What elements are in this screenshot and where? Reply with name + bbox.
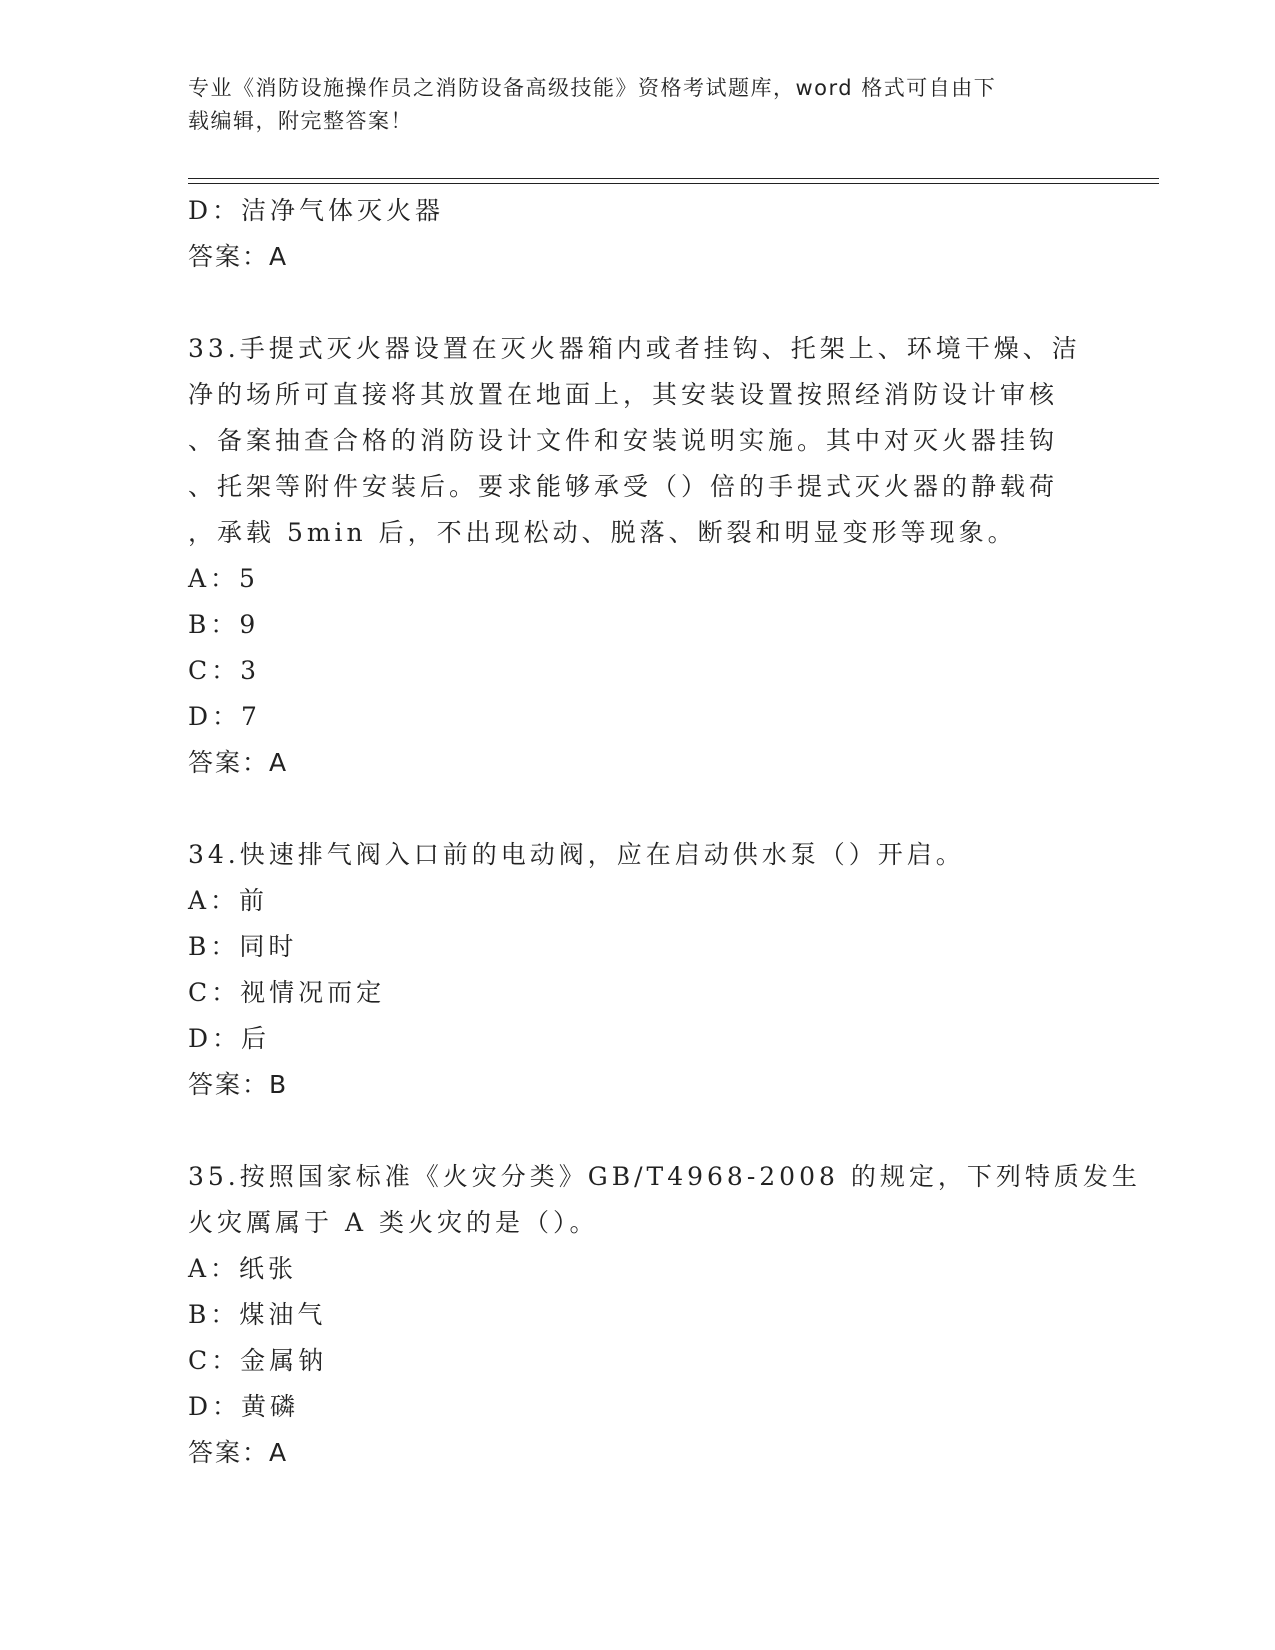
question-stem-line: ，承载 5min 后，不出现松动、脱落、断裂和明显变形等现象。: [188, 518, 1017, 547]
option-b: B：9: [188, 610, 260, 639]
question-stem-line: 火灾厲属于 A 类火灾的是（）。: [188, 1208, 599, 1237]
header-line-1: 专业《消防设施操作员之消防设备高级技能》资格考试题库，word 格式可自由下: [188, 76, 997, 100]
option-c: C：视情况而定: [188, 978, 386, 1007]
header-rule-top: [188, 178, 1159, 179]
option-a: A：纸张: [188, 1254, 298, 1283]
document-body: [188, 188, 1141, 1476]
option-c: C：金属钠: [188, 1346, 328, 1375]
spacer: [188, 1108, 1088, 1154]
option-d: D：黄磷: [188, 1392, 300, 1421]
header-rule-bottom: [188, 183, 1159, 184]
prev-answer: 答案：A: [188, 242, 289, 271]
option-d: D：7: [188, 702, 261, 731]
option-a: A：5: [188, 564, 259, 593]
question-stem-line: 、托架等附件安装后。要求能够承受（）倍的手提式灭火器的静载荷: [188, 472, 1059, 501]
option-d: D：后: [188, 1024, 271, 1053]
question-stem-line: 35.按照国家标准《火灾分类》GB/T4968-2008 的规定，下列特质发生: [188, 1162, 1141, 1191]
answer-line: 答案：B: [188, 1070, 289, 1099]
answer-line: 答案：A: [188, 748, 289, 777]
option-b: B：同时: [188, 932, 298, 961]
option-b: B：煤油气: [188, 1300, 327, 1329]
question-stem-line: 、备案抽查合格的消防设计文件和安装说明实施。其中对灭火器挂钩: [188, 426, 1059, 455]
option-c: C：3: [188, 656, 261, 685]
question-stem-line: 净的场所可直接将其放置在地面上，其安装设置按照经消防设计审核: [188, 380, 1059, 409]
answer-line: 答案：A: [188, 1438, 289, 1467]
question-35: [188, 1154, 1141, 1476]
question-33: [188, 326, 1088, 786]
question-stem-line: 34.快速排气阀入口前的电动阀，应在启动供水泵（）开启。: [188, 840, 965, 869]
spacer: [188, 280, 1088, 326]
question-34: [188, 832, 1088, 1108]
question-stem-line: 33.手提式灭火器设置在灭火器箱内或者挂钩、托架上、环境干燥、洁: [188, 334, 1081, 363]
spacer: [188, 786, 1088, 832]
header-line-2: 载编辑，附完整答案！: [188, 109, 413, 133]
document-header: [188, 72, 1088, 138]
prev-option-d: D：洁净气体灭火器: [188, 196, 445, 225]
option-a: A：前: [188, 886, 269, 915]
